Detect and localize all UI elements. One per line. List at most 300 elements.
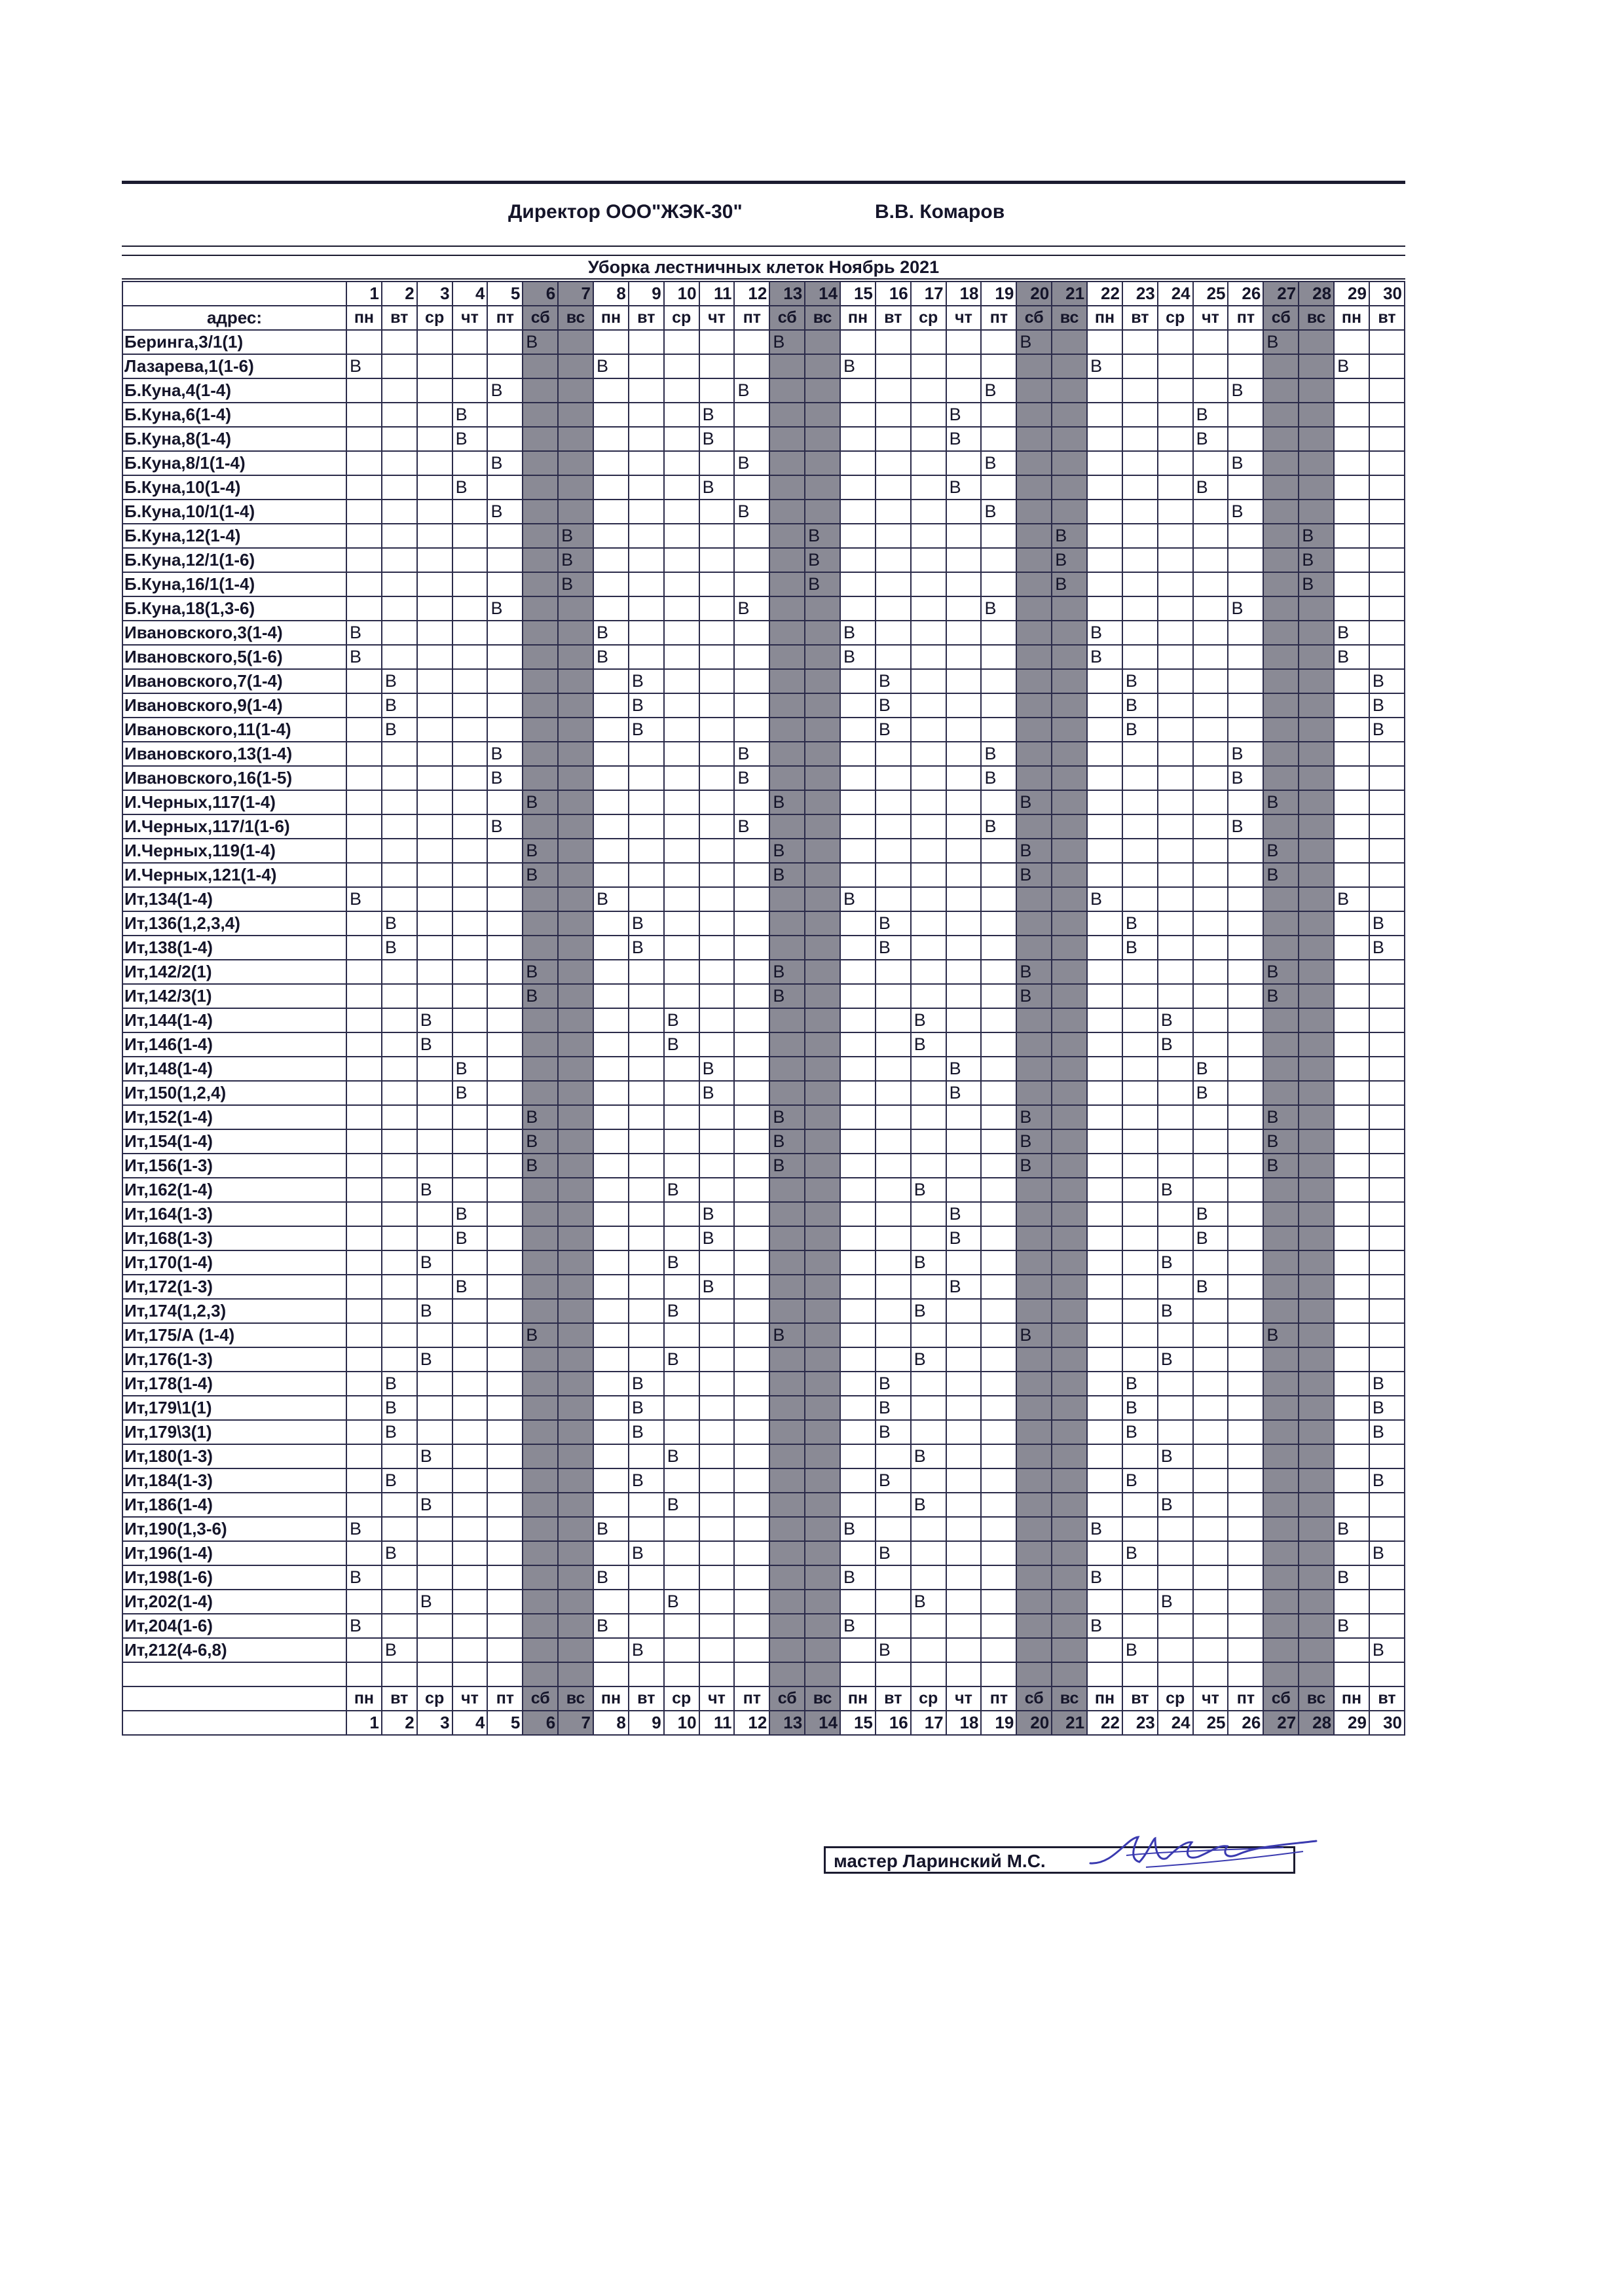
table-row bbox=[122, 1541, 1405, 1565]
schedule-cell bbox=[523, 378, 558, 403]
schedule-cell bbox=[876, 1226, 911, 1250]
schedule-cell bbox=[734, 475, 769, 500]
schedule-cell bbox=[1122, 1226, 1158, 1250]
schedule-cell bbox=[734, 1638, 769, 1662]
schedule-cell bbox=[805, 1299, 840, 1323]
schedule-cell bbox=[487, 548, 523, 572]
cleaning-mark-cell: В bbox=[734, 451, 769, 475]
schedule-cell bbox=[1369, 1614, 1405, 1638]
schedule-cell bbox=[629, 1275, 664, 1299]
schedule-cell bbox=[1087, 742, 1122, 766]
schedule-cell bbox=[946, 960, 982, 984]
cleaning-mark-cell: В bbox=[452, 1081, 488, 1105]
day-number-cell: 5 bbox=[487, 282, 523, 306]
day-number-cell: 9 bbox=[629, 282, 664, 306]
table-row bbox=[122, 669, 1405, 693]
schedule-cell bbox=[1228, 1420, 1263, 1444]
schedule-cell bbox=[487, 1129, 523, 1154]
cleaning-mark-cell: В bbox=[346, 621, 382, 645]
schedule-cell bbox=[523, 1541, 558, 1565]
schedule-cell bbox=[734, 1565, 769, 1590]
schedule-cell bbox=[417, 887, 452, 911]
schedule-cell bbox=[946, 330, 982, 354]
schedule-cell bbox=[1263, 936, 1299, 960]
schedule-cell bbox=[1334, 1202, 1369, 1226]
schedule-cell bbox=[1334, 500, 1369, 524]
weekday-cell: сб bbox=[523, 1686, 558, 1711]
schedule-cell bbox=[1052, 1590, 1087, 1614]
schedule-cell bbox=[558, 718, 593, 742]
schedule-cell bbox=[1158, 548, 1193, 572]
day-number-cell: 1 bbox=[346, 282, 382, 306]
schedule-cell bbox=[1334, 718, 1369, 742]
schedule-cell bbox=[840, 1493, 876, 1517]
schedule-cell bbox=[1052, 669, 1087, 693]
schedule-cell bbox=[1016, 500, 1052, 524]
day-number-cell: 19 bbox=[981, 282, 1016, 306]
table-row bbox=[122, 1250, 1405, 1275]
schedule-cell bbox=[382, 378, 417, 403]
schedule-cell bbox=[523, 669, 558, 693]
schedule-cell bbox=[911, 766, 946, 790]
schedule-cell bbox=[629, 1057, 664, 1081]
schedule-cell bbox=[1193, 1032, 1228, 1057]
cleaning-mark-cell: В bbox=[840, 621, 876, 645]
schedule-cell bbox=[523, 1250, 558, 1275]
schedule-cell bbox=[876, 500, 911, 524]
schedule-cell bbox=[664, 378, 699, 403]
schedule-cell bbox=[734, 1154, 769, 1178]
schedule-cell bbox=[1263, 1372, 1299, 1396]
schedule-cell bbox=[805, 1372, 840, 1396]
schedule-cell bbox=[1087, 960, 1122, 984]
schedule-cell bbox=[1193, 839, 1228, 863]
address-cell: Б.Куна,4(1-4) bbox=[122, 378, 346, 403]
schedule-cell bbox=[769, 596, 805, 621]
schedule-cell bbox=[1087, 500, 1122, 524]
schedule-cell bbox=[452, 596, 488, 621]
cleaning-mark-cell: В bbox=[1087, 887, 1122, 911]
cleaning-mark-cell: В bbox=[523, 790, 558, 814]
schedule-cell bbox=[1334, 1662, 1369, 1686]
day-number-cell: 18 bbox=[946, 1711, 982, 1735]
schedule-cell bbox=[1228, 718, 1263, 742]
schedule-cell bbox=[1193, 814, 1228, 839]
schedule-cell bbox=[629, 790, 664, 814]
schedule-cell bbox=[523, 1202, 558, 1226]
schedule-cell bbox=[805, 1081, 840, 1105]
schedule-cell bbox=[629, 1517, 664, 1541]
cleaning-mark-cell: В bbox=[946, 1202, 982, 1226]
schedule-cell bbox=[769, 1517, 805, 1541]
day-number-cell: 17 bbox=[911, 282, 946, 306]
schedule-cell bbox=[1228, 524, 1263, 548]
schedule-cell bbox=[1228, 427, 1263, 451]
schedule-cell bbox=[1193, 1662, 1228, 1686]
schedule-cell bbox=[1158, 1638, 1193, 1662]
schedule-cell bbox=[1228, 330, 1263, 354]
schedule-cell bbox=[805, 330, 840, 354]
cleaning-mark-cell: В bbox=[1193, 403, 1228, 427]
schedule-cell bbox=[699, 718, 735, 742]
schedule-cell bbox=[452, 693, 488, 718]
cleaning-mark-cell: В bbox=[629, 718, 664, 742]
schedule-cell bbox=[769, 524, 805, 548]
address-cell: Ит,136(1,2,3,4) bbox=[122, 911, 346, 936]
schedule-cell bbox=[1158, 1420, 1193, 1444]
schedule-cell bbox=[1122, 1517, 1158, 1541]
schedule-cell bbox=[769, 1081, 805, 1105]
schedule-cell bbox=[1299, 475, 1334, 500]
schedule-cell bbox=[805, 1226, 840, 1250]
schedule-cell bbox=[487, 1541, 523, 1565]
schedule-cell bbox=[1299, 1541, 1334, 1565]
schedule-cell bbox=[981, 1154, 1016, 1178]
schedule-cell bbox=[523, 1493, 558, 1517]
schedule-cell bbox=[452, 839, 488, 863]
schedule-cell bbox=[1052, 718, 1087, 742]
schedule-cell bbox=[1016, 766, 1052, 790]
schedule-cell bbox=[1158, 669, 1193, 693]
cleaning-mark-cell: В bbox=[487, 451, 523, 475]
schedule-cell bbox=[911, 427, 946, 451]
schedule-cell bbox=[769, 645, 805, 669]
cleaning-mark-cell: В bbox=[699, 1081, 735, 1105]
schedule-cell bbox=[876, 330, 911, 354]
schedule-cell bbox=[1334, 693, 1369, 718]
schedule-cell bbox=[1016, 814, 1052, 839]
schedule-cell bbox=[417, 766, 452, 790]
schedule-cell bbox=[346, 1105, 382, 1129]
cleaning-mark-cell: В bbox=[1228, 378, 1263, 403]
schedule-cell bbox=[1228, 984, 1263, 1008]
cleaning-mark-cell: В bbox=[593, 1517, 629, 1541]
schedule-cell bbox=[629, 1444, 664, 1468]
schedule-cell bbox=[382, 863, 417, 887]
schedule-cell bbox=[629, 645, 664, 669]
cleaning-mark-cell: В bbox=[769, 960, 805, 984]
schedule-cell bbox=[346, 378, 382, 403]
address-cell: Беринга,3/1(1) bbox=[122, 330, 346, 354]
schedule-cell bbox=[1299, 960, 1334, 984]
cleaning-mark-cell: В bbox=[523, 960, 558, 984]
schedule-cell bbox=[946, 1468, 982, 1493]
schedule-cell bbox=[629, 887, 664, 911]
schedule-cell bbox=[1263, 1614, 1299, 1638]
schedule-cell bbox=[1369, 548, 1405, 572]
table-row bbox=[122, 475, 1405, 500]
table-row bbox=[122, 500, 1405, 524]
schedule-cell bbox=[981, 403, 1016, 427]
schedule-cell bbox=[1016, 1347, 1052, 1372]
schedule-cell bbox=[1158, 378, 1193, 403]
schedule-cell bbox=[1158, 1105, 1193, 1129]
schedule-cell bbox=[699, 1347, 735, 1372]
address-cell: Ит,174(1,2,3) bbox=[122, 1299, 346, 1323]
cleaning-mark-cell: В bbox=[1122, 1638, 1158, 1662]
schedule-cell bbox=[946, 1323, 982, 1347]
cleaning-mark-cell: В bbox=[629, 911, 664, 936]
schedule-cell bbox=[487, 1323, 523, 1347]
schedule-cell bbox=[593, 548, 629, 572]
cleaning-mark-cell: В bbox=[1369, 1541, 1405, 1565]
schedule-cell bbox=[558, 1565, 593, 1590]
schedule-cell bbox=[558, 669, 593, 693]
schedule-cell bbox=[593, 911, 629, 936]
schedule-cell bbox=[1263, 596, 1299, 621]
schedule-cell bbox=[523, 1662, 558, 1686]
schedule-cell bbox=[911, 1662, 946, 1686]
schedule-cell bbox=[664, 354, 699, 378]
cleaning-mark-cell: В bbox=[1334, 1517, 1369, 1541]
schedule-cell bbox=[593, 1493, 629, 1517]
day-number-cell: 5 bbox=[487, 1711, 523, 1735]
schedule-cell bbox=[699, 960, 735, 984]
schedule-cell bbox=[1299, 766, 1334, 790]
schedule-cell bbox=[1369, 1250, 1405, 1275]
schedule-cell bbox=[876, 475, 911, 500]
schedule-cell bbox=[946, 500, 982, 524]
schedule-cell bbox=[1052, 911, 1087, 936]
cleaning-mark-cell: В bbox=[734, 766, 769, 790]
schedule-cell bbox=[1299, 1565, 1334, 1590]
cleaning-mark-cell: В bbox=[1016, 1129, 1052, 1154]
weekday-cell: пн bbox=[593, 306, 629, 330]
schedule-cell bbox=[664, 1420, 699, 1444]
schedule-cell bbox=[1299, 839, 1334, 863]
schedule-cell bbox=[523, 548, 558, 572]
schedule-cell bbox=[1263, 1468, 1299, 1493]
schedule-cell bbox=[981, 1008, 1016, 1032]
schedule-cell bbox=[981, 548, 1016, 572]
schedule-cell bbox=[699, 742, 735, 766]
schedule-cell bbox=[769, 572, 805, 596]
schedule-cell bbox=[911, 911, 946, 936]
day-number-cell: 2 bbox=[382, 1711, 417, 1735]
cleaning-mark-cell: В bbox=[558, 572, 593, 596]
schedule-cell bbox=[805, 621, 840, 645]
schedule-cell bbox=[593, 742, 629, 766]
schedule-cell bbox=[523, 1420, 558, 1444]
table-row bbox=[122, 1517, 1405, 1541]
schedule-cell bbox=[1263, 1662, 1299, 1686]
schedule-cell bbox=[946, 1493, 982, 1517]
schedule-cell bbox=[1299, 621, 1334, 645]
schedule-cell bbox=[734, 1372, 769, 1396]
schedule-cell bbox=[1052, 1081, 1087, 1105]
schedule-cell bbox=[1158, 984, 1193, 1008]
cleaning-mark-cell: В bbox=[911, 1299, 946, 1323]
schedule-cell bbox=[664, 1275, 699, 1299]
schedule-cell bbox=[946, 766, 982, 790]
schedule-cell bbox=[1052, 1202, 1087, 1226]
schedule-cell bbox=[805, 814, 840, 839]
schedule-cell bbox=[1087, 669, 1122, 693]
schedule-cell bbox=[664, 693, 699, 718]
schedule-cell bbox=[487, 1372, 523, 1396]
cleaning-mark-cell: В bbox=[1016, 1105, 1052, 1129]
schedule-cell bbox=[1193, 936, 1228, 960]
schedule-cell bbox=[699, 500, 735, 524]
schedule-cell bbox=[1087, 911, 1122, 936]
schedule-cell bbox=[629, 1662, 664, 1686]
header-row-days bbox=[122, 282, 1405, 306]
cleaning-mark-cell: В bbox=[981, 500, 1016, 524]
schedule-cell bbox=[840, 984, 876, 1008]
schedule-cell bbox=[699, 1493, 735, 1517]
cleaning-mark-cell: В bbox=[1122, 718, 1158, 742]
schedule-cell bbox=[981, 1226, 1016, 1250]
schedule-cell bbox=[1228, 403, 1263, 427]
schedule-cell bbox=[769, 1275, 805, 1299]
schedule-cell bbox=[487, 1396, 523, 1420]
cleaning-mark-cell: В bbox=[911, 1008, 946, 1032]
schedule-cell bbox=[876, 1323, 911, 1347]
schedule-cell bbox=[1122, 1444, 1158, 1468]
schedule-cell bbox=[1369, 427, 1405, 451]
schedule-cell bbox=[1016, 403, 1052, 427]
schedule-cell bbox=[452, 1032, 488, 1057]
schedule-cell bbox=[593, 1396, 629, 1420]
schedule-cell bbox=[1193, 1590, 1228, 1614]
schedule-cell bbox=[1228, 1226, 1263, 1250]
schedule-cell bbox=[487, 1154, 523, 1178]
schedule-cell bbox=[487, 1347, 523, 1372]
schedule-cell bbox=[699, 1444, 735, 1468]
schedule-cell bbox=[699, 1638, 735, 1662]
schedule-cell bbox=[558, 1226, 593, 1250]
cleaning-mark-cell: В bbox=[1122, 1541, 1158, 1565]
schedule-cell bbox=[911, 1154, 946, 1178]
schedule-cell bbox=[664, 718, 699, 742]
schedule-cell bbox=[452, 572, 488, 596]
schedule-cell bbox=[629, 1008, 664, 1032]
schedule-cell bbox=[1052, 1299, 1087, 1323]
schedule-cell bbox=[1087, 1541, 1122, 1565]
cleaning-mark-cell: В bbox=[382, 1372, 417, 1396]
schedule-cell bbox=[1052, 1057, 1087, 1081]
schedule-cell bbox=[1087, 1129, 1122, 1154]
schedule-cell bbox=[699, 548, 735, 572]
schedule-cell bbox=[769, 1202, 805, 1226]
schedule-cell bbox=[1052, 621, 1087, 645]
schedule-cell bbox=[911, 887, 946, 911]
schedule-cell bbox=[1193, 330, 1228, 354]
schedule-cell bbox=[734, 1347, 769, 1372]
schedule-cell bbox=[840, 1154, 876, 1178]
schedule-cell bbox=[664, 936, 699, 960]
schedule-cell bbox=[346, 839, 382, 863]
day-number-cell: 3 bbox=[417, 1711, 452, 1735]
cleaning-mark-cell: В bbox=[1228, 814, 1263, 839]
schedule-cell bbox=[1052, 984, 1087, 1008]
address-cell: Ит,212(4-6,8) bbox=[122, 1638, 346, 1662]
schedule-cell bbox=[699, 1299, 735, 1323]
schedule-cell bbox=[946, 596, 982, 621]
schedule-cell bbox=[1334, 572, 1369, 596]
schedule-cell bbox=[769, 1250, 805, 1275]
cleaning-mark-cell: В bbox=[981, 451, 1016, 475]
schedule-cell bbox=[629, 1081, 664, 1105]
schedule-cell bbox=[1087, 1444, 1122, 1468]
schedule-cell bbox=[382, 645, 417, 669]
schedule-cell bbox=[382, 839, 417, 863]
schedule-cell bbox=[946, 1347, 982, 1372]
cleaning-mark-cell: В bbox=[593, 887, 629, 911]
address-cell: И.Черных,121(1-4) bbox=[122, 863, 346, 887]
schedule-cell bbox=[1122, 330, 1158, 354]
cleaning-mark-cell: В bbox=[699, 1202, 735, 1226]
schedule-cell bbox=[1299, 1081, 1334, 1105]
schedule-cell bbox=[1334, 1275, 1369, 1299]
schedule-cell bbox=[487, 1081, 523, 1105]
cleaning-mark-cell: В bbox=[523, 1154, 558, 1178]
schedule-cell bbox=[1122, 1614, 1158, 1638]
schedule-cell bbox=[769, 693, 805, 718]
cleaning-mark-cell: В bbox=[1263, 330, 1299, 354]
schedule-cell bbox=[769, 1032, 805, 1057]
schedule-cell bbox=[734, 1493, 769, 1517]
cleaning-mark-cell: В bbox=[840, 1565, 876, 1590]
cleaning-mark-cell: В bbox=[664, 1347, 699, 1372]
cleaning-mark-cell: В bbox=[417, 1250, 452, 1275]
schedule-cell bbox=[1087, 1275, 1122, 1299]
schedule-cell bbox=[981, 1347, 1016, 1372]
schedule-cell bbox=[699, 1468, 735, 1493]
address-cell: Ит,162(1-4) bbox=[122, 1178, 346, 1202]
schedule-cell bbox=[840, 766, 876, 790]
schedule-cell bbox=[1052, 1662, 1087, 1686]
table-row bbox=[122, 1468, 1405, 1493]
schedule-cell bbox=[664, 330, 699, 354]
schedule-cell bbox=[734, 669, 769, 693]
address-cell: И.Черных,119(1-4) bbox=[122, 839, 346, 863]
table-row bbox=[122, 1638, 1405, 1662]
schedule-cell bbox=[876, 984, 911, 1008]
schedule-cell bbox=[981, 1638, 1016, 1662]
schedule-cell bbox=[382, 1517, 417, 1541]
schedule-cell bbox=[664, 451, 699, 475]
schedule-cell bbox=[981, 475, 1016, 500]
schedule-cell bbox=[382, 1226, 417, 1250]
cleaning-mark-cell: В bbox=[1263, 960, 1299, 984]
cleaning-mark-cell: В bbox=[840, 645, 876, 669]
schedule-cell bbox=[523, 1517, 558, 1541]
schedule-cell bbox=[1228, 1202, 1263, 1226]
schedule-cell bbox=[734, 572, 769, 596]
schedule-cell bbox=[558, 1154, 593, 1178]
cleaning-mark-cell: В bbox=[1369, 911, 1405, 936]
schedule-cell bbox=[346, 548, 382, 572]
cleaning-mark-cell: В bbox=[981, 596, 1016, 621]
schedule-cell bbox=[1016, 1662, 1052, 1686]
table-row bbox=[122, 693, 1405, 718]
cleaning-mark-cell: В bbox=[417, 1590, 452, 1614]
table-row bbox=[122, 378, 1405, 403]
schedule-cell bbox=[1087, 1105, 1122, 1129]
schedule-cell bbox=[487, 645, 523, 669]
schedule-cell bbox=[1052, 1493, 1087, 1517]
cleaning-mark-cell: В bbox=[593, 354, 629, 378]
schedule-cell bbox=[1016, 1032, 1052, 1057]
schedule-cell bbox=[1122, 524, 1158, 548]
schedule-cell bbox=[1122, 1202, 1158, 1226]
schedule-cell bbox=[805, 766, 840, 790]
schedule-cell bbox=[699, 1517, 735, 1541]
schedule-cell bbox=[1299, 403, 1334, 427]
schedule-cell bbox=[911, 1129, 946, 1154]
schedule-cell bbox=[452, 1590, 488, 1614]
